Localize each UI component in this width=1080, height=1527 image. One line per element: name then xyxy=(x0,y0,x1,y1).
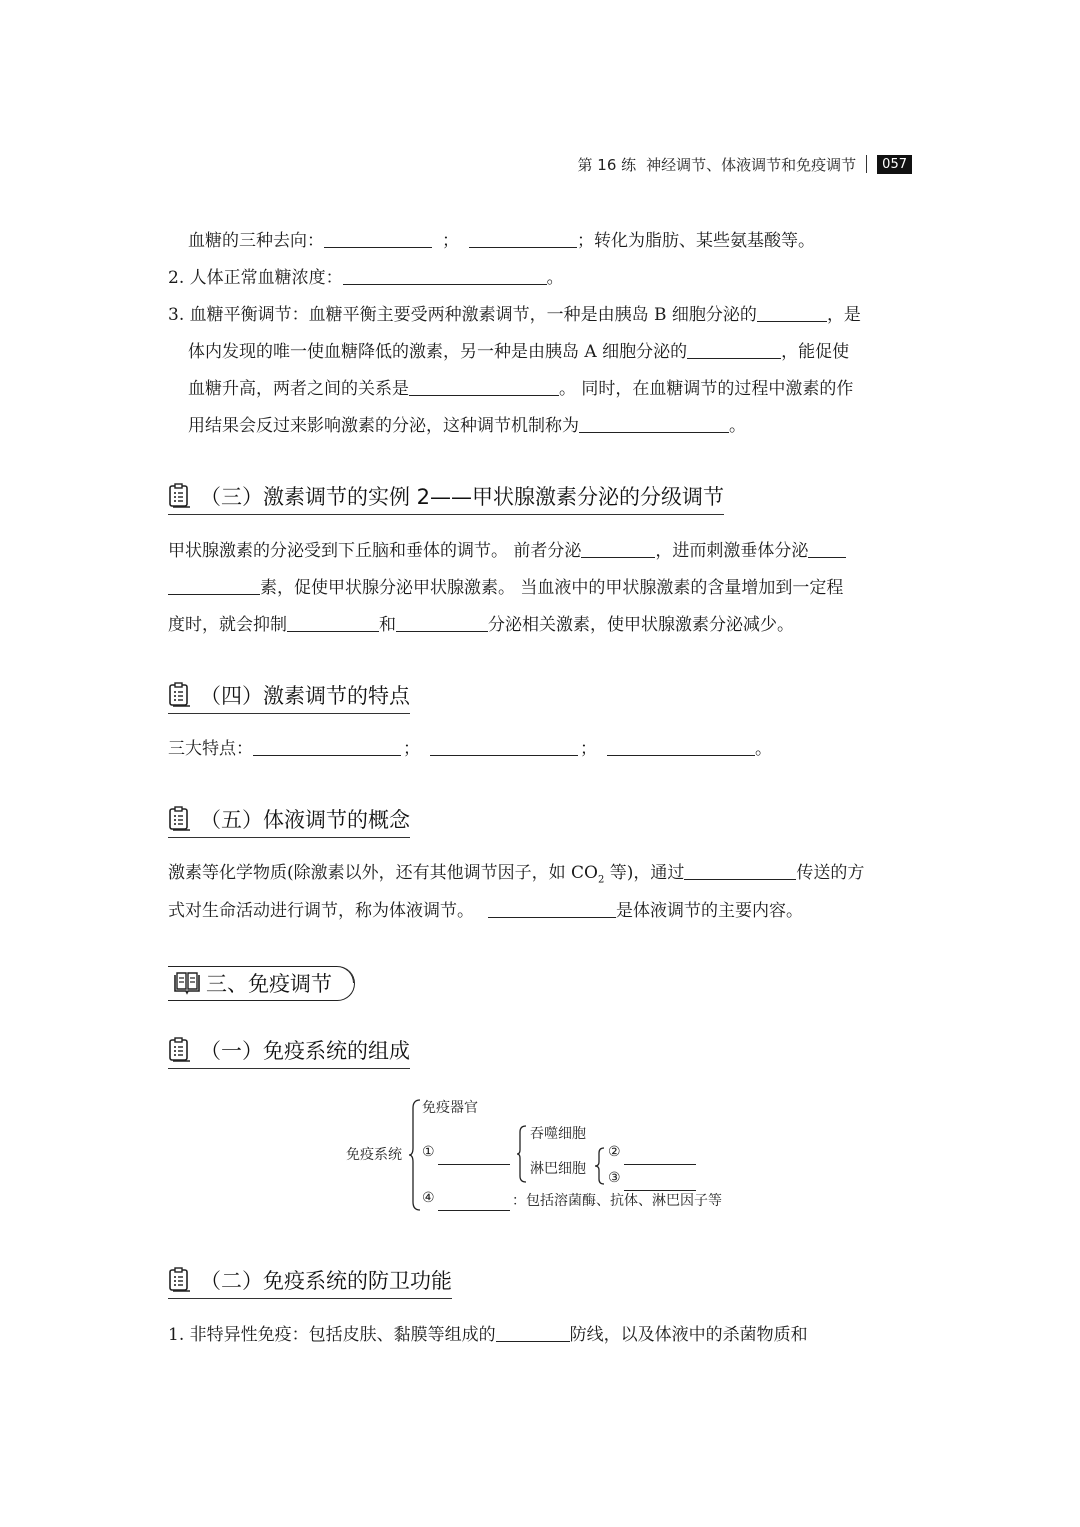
section-heading xyxy=(168,1265,452,1299)
blood-sugar-item-2 xyxy=(0,265,1080,291)
text: ； xyxy=(580,739,597,759)
answer-blank[interactable] xyxy=(579,414,729,433)
chapter-number: 第 16 练 xyxy=(577,155,637,174)
answer-blank[interactable] xyxy=(469,229,577,248)
substance-text: ：包括溶菌酶、抗体、淋巴因子等 xyxy=(512,1193,722,1209)
text: 分泌相关激素，使甲状腺激素分泌减少。 xyxy=(488,615,794,635)
section-title: （二）免疫系统的防卫功能 xyxy=(200,1269,452,1293)
blood-sugar-item-3-line-2 xyxy=(0,339,1080,365)
section-heading xyxy=(168,1035,410,1069)
sec3-line-1 xyxy=(0,538,1080,564)
answer-blank[interactable] xyxy=(409,377,559,396)
text: 3. 血糖平衡调节：血糖平衡主要受两种激素调节，一种是由胰岛 B 细胞分泌的 xyxy=(168,305,757,325)
sec5-line-1 xyxy=(0,860,1080,893)
clipboard-icon xyxy=(168,483,192,509)
answer-blank[interactable] xyxy=(438,1146,510,1165)
sec4-line xyxy=(0,736,1080,762)
answer-blank[interactable] xyxy=(687,340,781,359)
part-title: 三、免疫调节 xyxy=(206,972,332,996)
text: 等)，通过 xyxy=(604,863,685,883)
organ-label: 免疫器官 xyxy=(422,1100,478,1116)
clipboard-icon xyxy=(168,1267,192,1293)
brace-1 xyxy=(408,1098,422,1212)
text: 2. 人体正常血糖浓度： xyxy=(168,268,343,288)
text: 。 xyxy=(546,268,564,288)
immune-sec2-line-1 xyxy=(0,1322,1080,1348)
text: 。 同时，在血糖调节的过程中激素的作 xyxy=(559,379,854,399)
answer-blank[interactable] xyxy=(581,539,655,558)
text: 血糖升高，两者之间的关系是 xyxy=(188,379,409,399)
section-title: （一）免疫系统的组成 xyxy=(200,1039,410,1063)
text: 甲状腺激素的分泌受到下丘脑和垂体的调节。 前者分泌 xyxy=(168,541,582,561)
page-number: 057 xyxy=(877,155,912,174)
section-heading xyxy=(168,680,410,714)
text: ，进而刺激垂体分泌 xyxy=(655,541,809,561)
answer-blank[interactable] xyxy=(496,1323,570,1342)
brace-2 xyxy=(516,1124,528,1184)
clipboard-icon xyxy=(168,1037,192,1063)
text: 式对生命活动进行调节，称为体液调节。 xyxy=(168,901,474,921)
answer-blank[interactable] xyxy=(808,539,846,558)
sec5-line-2 xyxy=(0,898,1080,924)
text: ，能促使 xyxy=(781,342,850,362)
section-heading xyxy=(168,804,410,838)
answer-blank[interactable] xyxy=(324,229,432,248)
answer-blank[interactable] xyxy=(607,737,755,756)
answer-blank[interactable] xyxy=(438,1192,510,1211)
text: 用结果会反过来影响激素的分泌，这种调节机制称为 xyxy=(188,416,579,436)
text: 防线，以及体液中的杀菌物质和 xyxy=(569,1325,808,1345)
answer-blank[interactable] xyxy=(624,1146,696,1165)
answer-blank[interactable] xyxy=(430,737,578,756)
num-4: ④ xyxy=(422,1190,435,1206)
clipboard-icon xyxy=(168,682,192,708)
text: 三大特点： xyxy=(168,739,253,759)
blood-sugar-item-3-line-4 xyxy=(0,413,1080,439)
blood-sugar-item-3-line-1 xyxy=(0,302,1080,328)
subscript: 2 xyxy=(597,874,605,886)
part-heading xyxy=(168,966,355,1001)
clipboard-icon xyxy=(168,806,192,832)
text: 。 xyxy=(755,739,772,759)
page-header xyxy=(578,152,912,176)
answer-blank[interactable] xyxy=(624,1172,696,1191)
text: 是体液调节的主要内容。 xyxy=(616,901,803,921)
text: 激素等化学物质(除激素以外，还有其他调节因子，如 CO xyxy=(168,863,598,883)
text: 。 xyxy=(729,416,746,436)
text: 度时，就会抑制 xyxy=(168,615,287,635)
text: 血糖的三种去向： xyxy=(188,231,324,251)
answer-blank[interactable] xyxy=(343,266,547,285)
text: ； xyxy=(442,231,459,251)
text: 传送的方 xyxy=(796,863,865,883)
phagocyte-label: 吞噬细胞 xyxy=(530,1126,586,1142)
text: ，是 xyxy=(826,305,861,325)
num-2: ② xyxy=(608,1144,621,1160)
section-title: （四）激素调节的特点 xyxy=(200,684,410,708)
answer-blank[interactable] xyxy=(684,861,796,880)
lymphocyte-label: 淋巴细胞 xyxy=(530,1161,586,1177)
text: ；转化为脂肪、某些氨基酸等。 xyxy=(577,231,815,251)
root-label: 免疫系统 xyxy=(346,1147,402,1163)
header-divider xyxy=(866,155,867,173)
text: 体内发现的唯一使血糖降低的激素，另一种是由胰岛 A 细胞分泌的 xyxy=(188,342,688,362)
answer-blank[interactable] xyxy=(253,737,401,756)
text: 1. 非特异性免疫：包括皮肤、黏膜等组成的 xyxy=(168,1325,496,1345)
chapter-title: 神经调节、体液调节和免疫调节 xyxy=(646,155,857,174)
blood-sugar-item-3-line-3 xyxy=(0,376,1080,402)
answer-blank[interactable] xyxy=(488,899,616,918)
section-heading xyxy=(168,481,724,515)
blood-sugar-line-1 xyxy=(0,228,1080,254)
answer-blank[interactable] xyxy=(168,576,260,595)
sec3-line-3 xyxy=(0,612,1080,638)
section-title: （三）激素调节的实例 2——甲状腺激素分泌的分级调节 xyxy=(200,485,725,509)
answer-blank[interactable] xyxy=(287,613,379,632)
section-title: （五）体液调节的概念 xyxy=(200,808,410,832)
book-icon xyxy=(172,970,202,996)
num-3: ③ xyxy=(608,1170,621,1186)
text: 素，促使甲状腺分泌甲状腺激素。 当血液中的甲状腺激素的含量增加到一定程 xyxy=(260,578,844,598)
answer-blank[interactable] xyxy=(757,303,827,322)
answer-blank[interactable] xyxy=(396,613,488,632)
brace-3 xyxy=(594,1146,606,1186)
num-1: ① xyxy=(422,1144,435,1160)
text: 和 xyxy=(379,615,396,635)
text: ； xyxy=(403,739,420,759)
sec3-line-2 xyxy=(0,575,1080,601)
